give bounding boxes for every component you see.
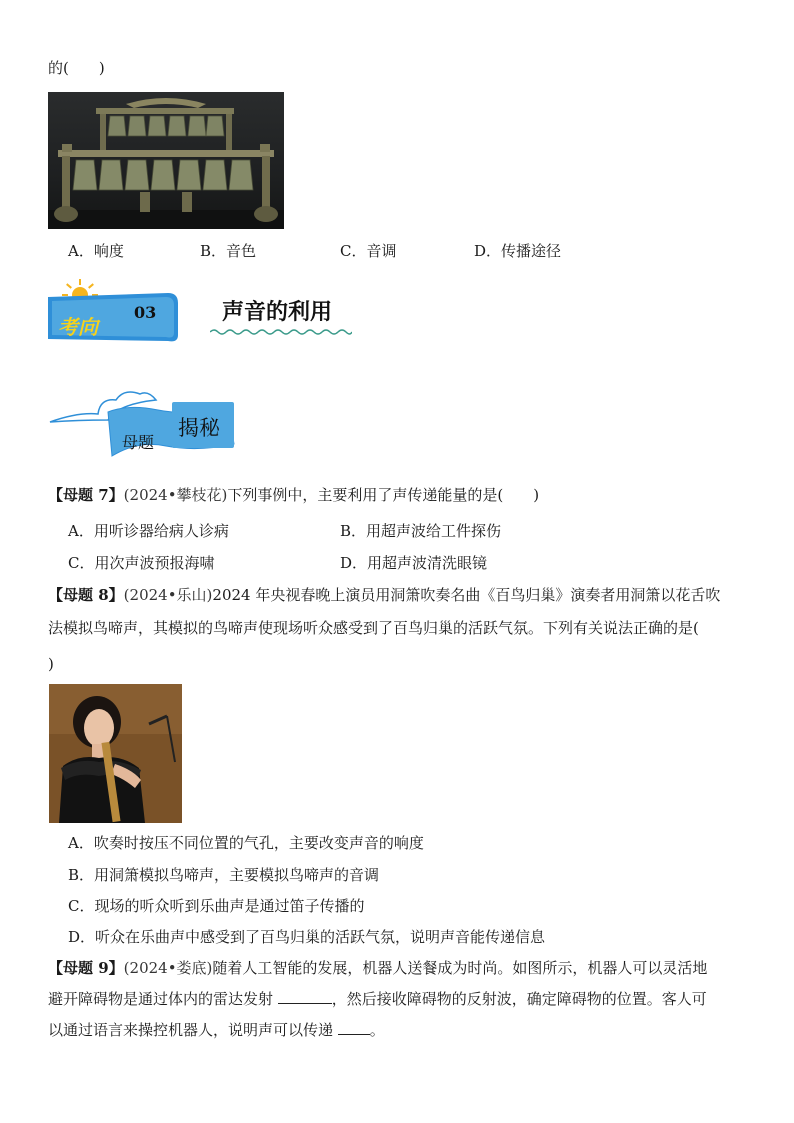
option-letter: A．	[68, 522, 94, 540]
option-letter: A．	[68, 242, 94, 260]
question-text: 。	[369, 1021, 385, 1039]
option-letter: D．	[340, 554, 368, 572]
section-title: 声音的利用	[222, 300, 333, 325]
option-text: 现场的听众听到乐曲声是通过笛子传播的	[94, 897, 365, 915]
answer-blank[interactable]	[338, 1020, 370, 1035]
question-source: (2024•攀枝花)	[123, 486, 228, 504]
option-text: 吹奏时按压不同位置的气孔，主要改变声音的响度	[93, 834, 424, 852]
option-letter: C．	[68, 554, 95, 572]
title-wavy-underline	[210, 328, 352, 336]
option-text: 音色	[226, 242, 257, 260]
section-banner	[48, 291, 178, 343]
option-letter: D．	[474, 242, 502, 260]
reveal-banner-right: 揭秘	[178, 416, 220, 440]
option-letter: C．	[340, 242, 367, 260]
option-letter: B．	[68, 866, 95, 884]
prev-option-d	[474, 241, 561, 261]
question-source: (2024•娄底)	[123, 959, 213, 977]
option-letter: B．	[340, 522, 367, 540]
question-text: 随着人工智能的发展，机器人送餐成为时尚。如图所示，机器人可以灵活地	[212, 959, 708, 977]
option-text: 音调	[366, 242, 397, 260]
option-text: 传播途径	[501, 242, 562, 260]
q8-option-b	[68, 865, 379, 885]
prev-option-a	[68, 241, 124, 261]
question-tag: 【母题 9】	[48, 959, 124, 977]
option-text: 用超声波给工件探伤	[366, 522, 502, 540]
question-tag: 【母题 7】	[48, 486, 124, 504]
option-text: 用听诊器给病人诊病	[93, 522, 229, 540]
q9-line3	[48, 1020, 385, 1040]
question-text: 以通过语言来操控机器人，说明声可以传递	[48, 1021, 334, 1039]
flute-performer-image	[49, 684, 182, 823]
q9-line1	[48, 958, 707, 978]
option-text: 听众在乐曲声中感受到了百鸟归巢的活跃气氛，说明声音能传递信息	[95, 928, 546, 946]
q7-option-c	[68, 553, 215, 573]
question-tag: 【母题 8】	[48, 586, 124, 604]
question-text: ，然后接收障碍物的反射波，确定障碍物的位置。客人可	[331, 990, 707, 1008]
prev-option-c	[340, 241, 397, 261]
section-badge: 考向	[58, 315, 98, 339]
reveal-banner-left: 母题	[122, 433, 155, 452]
question-text: 2024 年央视春晚上演员用洞箫吹奏名曲《百鸟归巢》演奏者用洞箫以花舌吹	[212, 586, 721, 604]
answer-blank[interactable]	[278, 989, 332, 1004]
q8-option-a	[68, 833, 424, 853]
question-text: 避开障碍物是通过体内的雷达发射	[48, 990, 274, 1008]
question-source: (2024•乐山)	[123, 586, 213, 604]
prev-option-b	[200, 241, 256, 261]
question-text: 下列事例中，主要利用了声传递能量的是( )	[227, 486, 540, 504]
q7-stem	[48, 485, 539, 505]
section-number: 03	[134, 303, 157, 322]
q9-line2	[48, 989, 707, 1009]
q8-stem-line3: )	[48, 655, 54, 673]
option-text: 用超声波清洗眼镜	[367, 554, 488, 572]
q8-stem-line1	[48, 585, 720, 605]
option-letter: A．	[68, 834, 94, 852]
option-text: 用洞箫模拟鸟啼声，主要模拟鸟啼声的音调	[94, 866, 380, 884]
option-text: 用次声波预报海啸	[94, 554, 215, 572]
q7-option-b	[340, 521, 501, 541]
q8-stem-line2: 法模拟鸟啼声，其模拟的鸟啼声使现场听众感受到了百鸟归巢的活跃气氛。下列有关说法正确的是(	[48, 619, 699, 637]
option-text: 响度	[93, 242, 124, 260]
option-letter: C．	[68, 897, 95, 915]
chime-bells-image	[48, 92, 284, 229]
option-letter: D．	[68, 928, 96, 946]
prev-question-tail: 的( )	[48, 59, 105, 77]
option-letter: B．	[200, 242, 227, 260]
reveal-banner	[48, 386, 242, 466]
q8-option-c	[68, 896, 365, 916]
q7-option-d	[340, 553, 487, 573]
q7-option-a	[68, 521, 229, 541]
q8-option-d	[68, 927, 545, 947]
